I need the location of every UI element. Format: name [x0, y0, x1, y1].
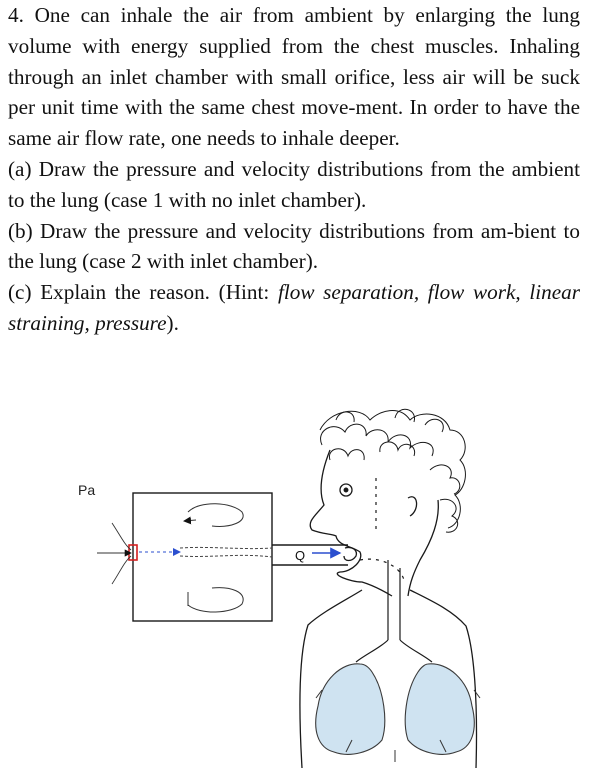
airway-dashes	[360, 478, 404, 580]
breathing-figure	[0, 390, 600, 768]
part-c-hint: flow separation, flow work, linear straining, pressure	[8, 280, 580, 335]
problem-text	[8, 0, 580, 339]
recirculation-eddies	[184, 504, 243, 612]
part-c-prefix: (c) Explain the reason. (Hint:	[8, 280, 278, 305]
lungs	[316, 664, 475, 755]
right-lung	[405, 664, 474, 755]
hair	[320, 409, 465, 532]
problem-part-c	[8, 277, 580, 339]
left-lung	[316, 664, 385, 755]
inlet-tube	[272, 545, 348, 565]
jet-streamlines	[139, 547, 272, 557]
trachea	[356, 560, 432, 662]
part-c-suffix: ).	[166, 310, 179, 335]
head-outline	[310, 450, 438, 596]
problem-intro: 4. One can inhale the air from ambient by enlarging the lung volume with energy supplied from the chest muscles. Inhaling through an inlet chamber with small orifice, less air will be suck per unit time with the same chest move-ment. In order to have the same air flow rate, one needs to inhale deeper.	[8, 3, 580, 151]
ambient-streamlines	[97, 523, 131, 584]
flow-rate-label: Q	[295, 548, 306, 563]
ambient-pressure-label: Pa	[78, 482, 96, 498]
flow-rate-q	[295, 548, 305, 563]
inlet-chamber	[133, 493, 272, 621]
problem-part-b: (b) Draw the pressure and velocity distributions from am-bient to the lung (case 2 with inlet chamber).	[8, 218, 580, 274]
problem-part-a: (a) Draw the pressure and velocity distributions from the ambient to the lung (case 1 with no inlet chamber).	[8, 156, 580, 212]
